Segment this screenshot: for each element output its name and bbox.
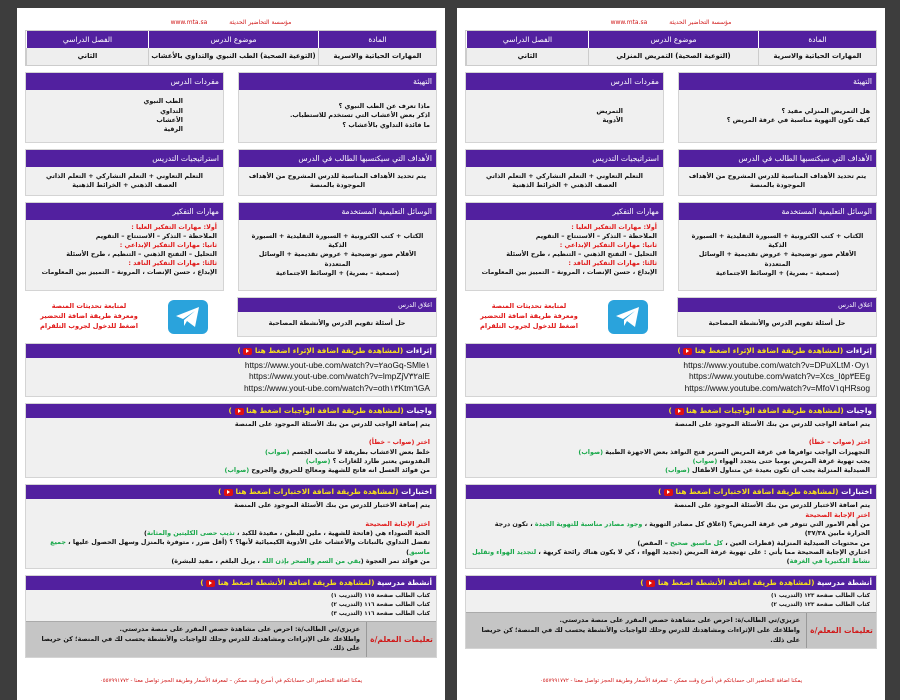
- activities-content: [466, 590, 876, 612]
- text-line: الطب النبوي: [143, 97, 183, 106]
- page-header: [465, 16, 877, 30]
- text-line[interactable]: ومعرفة طريقة اضافة التحضير: [480, 312, 578, 321]
- answer-text: (صواب): [305, 456, 331, 465]
- text-line[interactable]: اضغط للدخول لجروب التلقرام: [480, 321, 578, 330]
- text-segment: الملاحظة – التذكر – الاستنتاج – التقويم: [535, 232, 657, 240]
- goals-section: [238, 149, 437, 196]
- term-value: الثاني: [466, 48, 588, 65]
- text-line: [32, 250, 217, 259]
- text-segment: التحليل – التفتح الذهني – التنظيم ، طرح الأسئلة: [506, 250, 657, 258]
- text-line: كتاب الطالب صفحة ١٢٣ (التدريب ١): [770, 593, 870, 600]
- text-line[interactable]: لمتابعة تحديثات المنصة: [491, 302, 567, 311]
- warmup-content: [239, 90, 436, 142]
- topic-header: موضوع الدرس: [588, 31, 758, 48]
- teacher-instructions: [466, 612, 876, 648]
- thinking-skills-section: [25, 202, 224, 291]
- text-segment: التجهيزات الواجب توافرها في غرفة المريض السرير فتح النوافذ بعض الاجهزة الطبية: [603, 447, 870, 456]
- goals-text: يتم تحديد الأهداف المناسبة للدرس المشروح من الأهداف الموجودة بالمنصة: [248, 171, 427, 189]
- vocab-section: [465, 72, 664, 143]
- section-title: اغلاق الدرس: [678, 298, 876, 312]
- text-line[interactable]: https://www.youtube.com/watch?v=DPuXLtM٠Oy١: [683, 360, 870, 370]
- strategies-section: [465, 149, 664, 196]
- text-line: [472, 438, 870, 447]
- telegram-text[interactable]: [480, 302, 578, 332]
- text-line: [32, 457, 430, 466]
- enrichment-links[interactable]: [466, 358, 876, 396]
- subject-value: المهارات الحياتية والاسرية: [318, 48, 436, 65]
- text-line: [472, 457, 870, 466]
- text-segment: أولا: مهارات التفكير العليا :: [131, 223, 217, 231]
- text-line: [32, 429, 430, 438]
- text-line: (سمعية – بصرية) + الوسائط الاجتماعية: [715, 268, 840, 277]
- text-segment: ثانيا: مهارات التفكير الإبداعي :: [119, 241, 217, 249]
- activities-section: [25, 575, 437, 658]
- text-line: [32, 420, 430, 429]
- telegram-icon[interactable]: [608, 300, 648, 334]
- text-line: [472, 250, 657, 259]
- section-title: مفردات الدرس: [26, 73, 223, 90]
- warmup-section: [678, 72, 877, 143]
- section-title: الوسائل التعليمية المستخدمة: [679, 203, 876, 220]
- text-line: [472, 548, 870, 567]
- tools-content: [679, 220, 876, 290]
- hint-close: ): [657, 487, 662, 497]
- telegram-text[interactable]: [40, 302, 138, 332]
- closing-section: [237, 297, 437, 337]
- text-line[interactable]: https://www.yout-ube.com/watch?v=٢aoGq-SMle١: [244, 360, 430, 370]
- text-line: التعلم التعاوني + التعلم التشاركي + التعلم الذاتي: [486, 171, 643, 180]
- section-title: أنشطة مدرسية: [377, 578, 432, 588]
- youtube-icon[interactable]: [646, 580, 655, 587]
- instructions-label: تعليمات المعلم/ة: [366, 622, 436, 657]
- how-to-link[interactable]: (لمشاهدة طريقة اضافة الواجبات اضغط هنا: [246, 406, 404, 416]
- term-value: الثاني: [26, 48, 148, 65]
- text-line: [472, 232, 657, 241]
- text-line: الرقية: [163, 125, 183, 134]
- strategies-content: [466, 167, 663, 195]
- topic-value: (التوعية الصحية) الطب النبوي والتداوي بالأعشاب: [148, 48, 318, 65]
- text-line: (سمعية – بصرية) + الوسائط الاجتماعية: [275, 268, 400, 277]
- text-segment: تفضل التداوي بالنباتات والأعشاب على الأدوية الكيميائية لأنها؟ ؟ (أقل ضرر ، متوفرة بالمنزل وسهل الحصول عليها ،: [65, 538, 430, 547]
- section-title: استراتيجيات التدريس: [466, 150, 663, 167]
- text-segment: الإبداع ، حسن الإنصات ، المرونة – التمييز بين المعلومات: [481, 268, 657, 276]
- lesson-info-table: [25, 30, 437, 66]
- text-line: [32, 511, 430, 520]
- hint-close: ): [668, 406, 672, 416]
- topic-header: موضوع الدرس: [148, 31, 318, 48]
- lesson-plan-page: [17, 8, 445, 700]
- text-line: [32, 259, 217, 268]
- text-line: [32, 466, 430, 475]
- tests-content: [26, 499, 436, 568]
- text-segment: اختر (صواب – خطأ): [808, 438, 870, 447]
- text-line: الأقلام صور توضيحية + عروض تقديمية + الوسائل المتعددة: [258, 250, 417, 268]
- instructions-text: [466, 613, 806, 648]
- section-title: إثراءات: [405, 346, 432, 355]
- text-segment: من فوائد العسل انه فاتح للشهية ومعالج للحروق والجروح: [249, 466, 430, 475]
- text-segment: البقدونس يعتبر طارد للغازات ؟: [330, 456, 430, 465]
- page-footer: يمكنا اضافة التحاضير الى حساباتكم في أسرع وقت ممكن – لمعرفة الأسعار وطريقة الحجز تواصل معنا - ٠٥٥٧٩٩١٧٧٢: [99, 678, 363, 684]
- text-line[interactable]: https://www.yout-ube.com/watch?v=oth١٣Ktm٦GA: [244, 382, 430, 393]
- section-title: اختبارات: [401, 487, 432, 497]
- homework-section: [25, 403, 437, 478]
- hint-close: ): [237, 346, 241, 355]
- section-title: أنشطة مدرسية: [817, 578, 872, 588]
- subject-header: المادة: [758, 31, 876, 48]
- text-segment: يتم اضافة الواجب للدرس من بنك الأسئلة الموجود على المنصة: [674, 420, 870, 429]
- answer-text: يقي من السم والسحر بإذن الله: [262, 556, 361, 565]
- section-title: مفردات الدرس: [466, 73, 663, 90]
- text-line: الكتاب + كتب الكترونية + السبورة التقليدية + السبورة الذكية: [691, 231, 864, 250]
- answer-text: كل ماسبق صحيح: [670, 538, 723, 547]
- term-header: الفصل الدراسي: [26, 31, 148, 48]
- homework-content: [26, 418, 436, 477]
- text-line: [472, 501, 870, 510]
- answer-text: لتجديد الهواء وتقليل نشاط البكتيريا في الغرفة: [472, 547, 870, 566]
- answer-text: (صواب): [665, 466, 690, 475]
- text-line: التداوي: [160, 106, 183, 115]
- warmup-content: [679, 90, 876, 142]
- lesson-plan-page: [457, 8, 885, 700]
- answer-text: (صواب): [224, 466, 250, 475]
- text-line: اذكر بعض الأعشاب التي تستخدم للاستطباب.: [289, 111, 430, 120]
- text-line[interactable]: https://www.youtube.com/watch?v=MfoV١qHRsog: [684, 382, 870, 393]
- enrichment-links[interactable]: [26, 358, 436, 396]
- youtube-icon[interactable]: [664, 489, 673, 496]
- text-segment: ): [143, 529, 147, 537]
- text-segment: اختاري الإجابة الصحيحة مما يأتي : على تهوية غرفة المريض (تجديد الهواء ، كي لا يكون هناك رائحة كريهة ،: [536, 547, 870, 556]
- thinking-skills-section: [465, 202, 664, 291]
- warmup-section: [238, 72, 437, 143]
- youtube-icon[interactable]: [206, 580, 215, 587]
- homework-section: [465, 403, 877, 478]
- text-line: [32, 448, 430, 457]
- section-title: واجبات: [406, 406, 432, 416]
- youtube-icon[interactable]: [224, 489, 233, 496]
- text-line[interactable]: https://www.youtube.com/watch?v=Xcs_l٥p٣EEg: [688, 371, 870, 382]
- section-title: الأهداف التي سيكتسبها الطالب في الدرس: [679, 150, 876, 167]
- text-segment: ، تكون درجة الحرارة مابين ٣٧/٣٨): [494, 520, 870, 538]
- telegram-banner[interactable]: [25, 297, 223, 337]
- page-header: [25, 16, 437, 30]
- text-line: كتاب الطالب صفحة ١١٦ (التدريب ٢): [330, 602, 430, 609]
- text-line: [32, 538, 430, 557]
- text-line: [472, 259, 657, 268]
- text-line[interactable]: https://www.yout-ube.com/watch?v=lmpZjV٣٢alE: [249, 371, 430, 382]
- youtube-icon[interactable]: [235, 408, 244, 415]
- text-segment: خلط بعض الاعشاب بطريقة لا تناسب الجسم: [289, 447, 430, 456]
- tools-content: [239, 220, 436, 290]
- text-line: [32, 232, 217, 241]
- hint-close: ): [217, 487, 222, 497]
- section-title: التهيئة: [239, 73, 436, 90]
- hint-close: ): [200, 578, 204, 588]
- subject-header: المادة: [318, 31, 436, 48]
- text-line: التمريض: [596, 106, 623, 115]
- text-line: واطلاعك على الإثراءات ومشاهدتك للدرس وحلك للواجبات والأنشطة يحسب لك في المنصة؛ كن حريصا على ذلك.: [41, 634, 360, 653]
- text-line: [32, 501, 430, 510]
- text-line: كيف تكون التهوية مناسبة في غرفة المريض ؟: [726, 116, 870, 124]
- text-line: [32, 223, 217, 232]
- site-link[interactable]: www.mta.sa: [610, 19, 648, 26]
- hint-close: ): [677, 346, 681, 355]
- text-line: [32, 520, 430, 529]
- section-title: إثراءات: [845, 346, 872, 355]
- how-to-link[interactable]: (لمشاهدة طريقة اضافة الأنشطة اضغط هنا: [217, 578, 375, 588]
- text-line: العصف الذهني + الخرائط الذهنية: [512, 181, 617, 189]
- thinking-content: [466, 220, 663, 290]
- answer-text: وجود مصادر مناسبة للتهوية الجيدة: [534, 520, 643, 528]
- text-line: [472, 466, 870, 475]
- goals-text: يتم تحديد الأهداف المناسبة للدرس المشروح من الأهداف الموجودة بالمنصة: [688, 171, 867, 189]
- lesson-info-table: [465, 30, 877, 66]
- text-line[interactable]: لمتابعة تحديثات المنصة: [51, 302, 127, 311]
- text-line: الأعشاب: [156, 116, 183, 124]
- enrichment-section: [25, 343, 437, 397]
- text-segment: الحبة السوداء هي (فاتحة للشهية ، ملين للبطن ، مفيدة للكبد ،: [234, 529, 430, 537]
- text-line: [472, 520, 870, 539]
- tests-section: [25, 484, 437, 569]
- text-segment: يتم إضافة الواجب للدرس من بنك الأسئلة الموجود على المنصة: [234, 420, 430, 429]
- page-footer: يمكنا اضافة التحاضير الى حساباتكم في أسرع وقت ممكن – لمعرفة الأسعار وطريقة الحجز تواصل معنا - ٠٥٥٧٩٩١٧٧٢: [539, 678, 803, 684]
- text-segment: – المقص): [637, 538, 671, 547]
- org-name: مؤسسة التحاضير الحديثة: [669, 19, 732, 26]
- closing-section: [677, 297, 877, 337]
- answer-text: (صواب): [264, 447, 290, 456]
- text-line: الأقلام صور توضيحية + عروض تقديمية + الوسائل المتعددة: [698, 250, 857, 268]
- youtube-icon[interactable]: [683, 348, 692, 355]
- activities-section: [465, 575, 877, 649]
- section-title: اغلاق الدرس: [238, 298, 436, 312]
- text-line: كتاب الطالب صفحة ١١٦ (التدريب ٣): [330, 611, 430, 618]
- text-segment: اختر الإجابة الصحيحة: [805, 510, 870, 519]
- text-segment: الصيدلية المنزلية يجب ان تكون بعيدة عن متناول الاطفال: [689, 466, 870, 475]
- section-title: واجبات: [846, 406, 872, 416]
- term-header: الفصل الدراسي: [466, 31, 588, 48]
- text-line: [472, 539, 870, 548]
- answer-text: تذيب حصى الكليتين والمثانة: [146, 529, 235, 537]
- text-line: [32, 438, 430, 447]
- instructions-text: [26, 622, 366, 657]
- text-segment: ، يزيل البلغم ، مفيد للبشرة): [171, 556, 263, 565]
- text-line: [472, 268, 657, 277]
- text-line: [32, 268, 217, 277]
- how-to-link[interactable]: (لمشاهدة طريقة اضافة الواجبات اضغط هنا: [686, 406, 844, 416]
- text-segment: التحليل – التفتح الذهني – التنظيم ، طرح الأسئلة: [66, 250, 217, 258]
- answer-text: (صواب): [692, 456, 718, 465]
- section-title: مهارات التفكير: [466, 203, 663, 220]
- text-line[interactable]: ومعرفة طريقة اضافة التحضير: [40, 312, 138, 321]
- text-segment: من أهم الامور التي تتوفر في غرفة المريض؟ (اغلاق كل مصادر التهوية ،: [642, 520, 870, 528]
- telegram-icon[interactable]: [168, 300, 208, 334]
- text-line: [32, 529, 430, 538]
- telegram-banner[interactable]: [465, 297, 663, 337]
- text-line: [472, 448, 870, 457]
- thinking-content: [26, 220, 223, 290]
- tools-section: [238, 202, 437, 291]
- subject-value: المهارات الحياتية والاسرية: [758, 48, 876, 65]
- text-segment: أولا: مهارات التفكير العليا :: [571, 223, 657, 231]
- section-title: استراتيجيات التدريس: [26, 150, 223, 167]
- text-line: الأدوية: [602, 116, 623, 124]
- text-segment: اختر (صواب – خطأ): [368, 438, 430, 447]
- topic-value: (التوعية الصحية) التمريض المنزلي: [588, 48, 758, 65]
- closing-text: حل أسئلة تقويم الدرس والأنشطة المصاحبة: [708, 319, 846, 328]
- text-line: [472, 241, 657, 250]
- text-line: عزيزي/تي الطالب/ة: احرص على مشاهدة حصص المقرر على منصة مدرستي.: [559, 616, 800, 625]
- answer-text: جميع ماسبق: [50, 538, 430, 556]
- text-line: [472, 429, 870, 438]
- text-segment: ثالثا: مهارات التفكير الناقد :: [568, 259, 657, 267]
- text-segment: يتم اضافة الاختبار للدرس من بنك الأسئلة الموجود على المنصة: [674, 501, 870, 510]
- site-link[interactable]: www.mta.sa: [170, 19, 208, 26]
- text-line: العصف الذهني + الخرائط الذهنية: [72, 181, 177, 189]
- text-segment: اختر الإجابة الصحيحة: [365, 519, 430, 528]
- enrichment-section: [465, 343, 877, 397]
- vocab-content: [466, 90, 663, 142]
- text-segment: من محتويات الصيدلية المنزلية (قطرات العين ،: [723, 538, 870, 547]
- how-to-link[interactable]: (لمشاهدة طريقة اضافة الإثراء اضغط هنا: [694, 346, 844, 355]
- text-segment: ثالثا: مهارات التفكير الناقد :: [128, 259, 217, 267]
- text-line: ماذا تعرف عن الطب النبوي ؟: [338, 102, 430, 111]
- tests-content: [466, 499, 876, 568]
- section-title: الأهداف التي سيكتسبها الطالب في الدرس: [239, 150, 436, 167]
- text-line: الكتاب + كتب الكترونية + السبورة التقليدية + السبورة الذكية: [251, 231, 424, 250]
- how-to-link[interactable]: (لمشاهدة طريقة اضافة الاختبارات اضغط هنا: [675, 487, 839, 497]
- strategies-content: [26, 167, 223, 195]
- hint-close: ): [640, 578, 644, 588]
- text-line: [32, 557, 430, 566]
- text-segment: من فوائد تمر العجوة (: [360, 556, 430, 565]
- vocab-content: [26, 90, 223, 142]
- text-line[interactable]: اضغط للدخول لجروب التلقرام: [40, 321, 138, 330]
- teacher-instructions: [26, 621, 436, 657]
- section-title: الوسائل التعليمية المستخدمة: [239, 203, 436, 220]
- how-to-link[interactable]: (لمشاهدة طريقة اضافة الاختبارات اضغط هنا: [235, 487, 399, 497]
- text-line: كتاب الطالب صفحة ١٢٣ (التدريب ٢): [770, 602, 870, 609]
- text-segment: يجب تهوية غرفة المريض يوميا حتى يتجدد الهواء: [717, 456, 870, 465]
- text-line: كتاب الطالب صفحة ١١٥ (التدريب ١): [330, 593, 430, 600]
- section-title: التهيئة: [679, 73, 876, 90]
- text-line: [472, 420, 870, 429]
- text-line: واطلاعك على الإثراءات ومشاهدتك للدرس وحلك للواجبات والأنشطة يحسب لك في المنصة؛ كن حريصا على ذلك.: [481, 626, 800, 644]
- text-line: التعلم التعاوني + التعلم التشاركي + التعلم الذاتي: [46, 171, 203, 180]
- text-line: ما فائدة التداوي بالأعشاب ؟: [342, 120, 430, 129]
- goals-section: [678, 149, 877, 196]
- text-segment: ): [786, 557, 790, 566]
- homework-content: [466, 418, 876, 477]
- strategies-section: [25, 149, 224, 196]
- text-line: عزيزي/تي الطالب/ة: احرص على مشاهدة حصص المقرر على منصة مدرستي.: [119, 625, 360, 634]
- how-to-link[interactable]: (لمشاهدة طريقة اضافة الإثراء اضغط هنا: [254, 346, 404, 355]
- text-line: [472, 511, 870, 520]
- section-title: مهارات التفكير: [26, 203, 223, 220]
- text-segment: ): [406, 547, 409, 556]
- vocab-section: [25, 72, 224, 143]
- activities-content: [26, 590, 436, 621]
- text-line: هل التمريض المنزلي مفيد ؟: [781, 106, 870, 115]
- answer-text: (صواب): [578, 447, 604, 456]
- youtube-icon[interactable]: [243, 348, 252, 355]
- text-segment: ثانيا: مهارات التفكير الإبداعي :: [559, 241, 657, 249]
- tests-section: [465, 484, 877, 569]
- text-segment: الإبداع ، حسن الإنصات ، المرونة – التمييز بين المعلومات: [41, 268, 217, 276]
- how-to-link[interactable]: (لمشاهدة طريقة اضافة الأنشطة اضغط هنا: [657, 578, 815, 588]
- org-name: مؤسسة التحاضير الحديثة: [229, 19, 292, 26]
- text-line: [472, 223, 657, 232]
- text-line: [32, 241, 217, 250]
- tools-section: [678, 202, 877, 291]
- text-segment: يتم إضافة الاختبار للدرس من بنك الأسئلة الموجود على المنصة: [234, 501, 430, 510]
- text-segment: الملاحظة – التذكر – الاستنتاج – التقويم: [95, 232, 217, 240]
- closing-text: حل أسئلة تقويم الدرس والأنشطة المصاحبة: [268, 319, 406, 328]
- youtube-icon[interactable]: [675, 408, 684, 415]
- hint-close: ): [228, 406, 232, 416]
- section-title: اختبارات: [841, 487, 872, 497]
- instructions-label: تعليمات المعلم/ة: [806, 613, 876, 648]
